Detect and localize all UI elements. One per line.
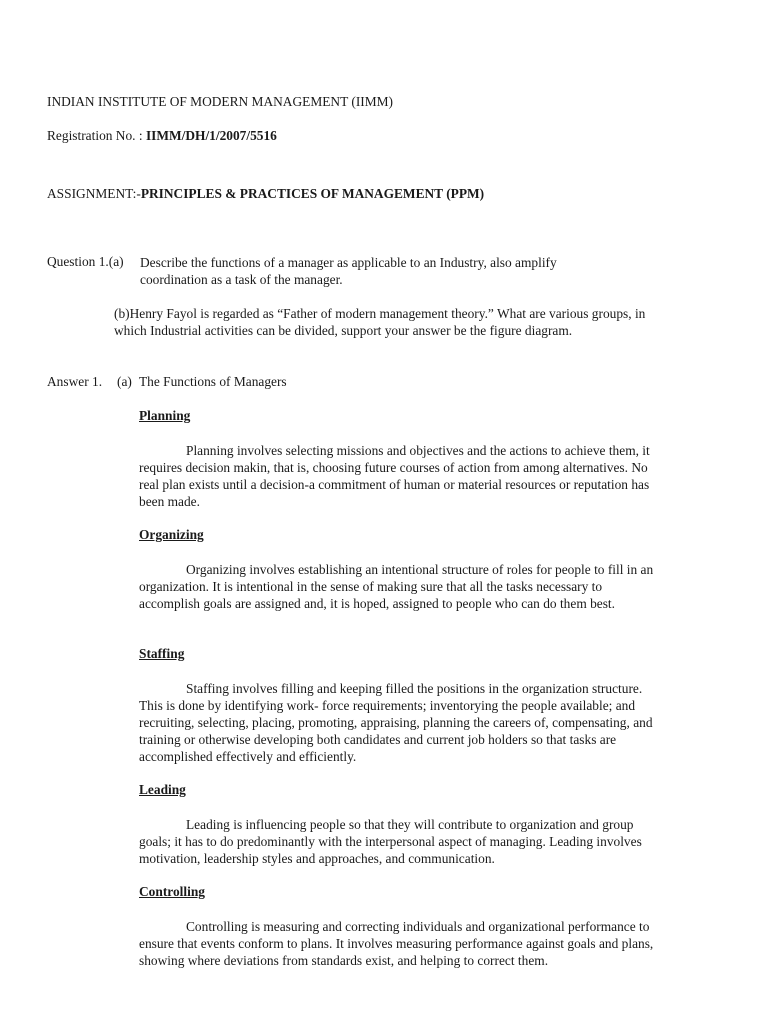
- section-text-planning: Planning involves selecting missions and objectives and the actions to achieve them, it requires decision makin, that is, choosing future courses of action from among alternatives. No real plan exists until a decision-a commitment of human or material resources or reputation has been made.: [139, 443, 650, 509]
- section-text-staffing: Staffing involves filling and keeping filled the positions in the organization structure. This is done by identifying work- force requirements; inventorying the people available; and recruiting, selecting, placing, promoting, appraising, planning the careers of, compensating, and training or otherwise developing both candidates and current job holders so that tasks are accomplished effectively and efficiently.: [139, 681, 653, 764]
- registration-label: Registration No. :: [47, 128, 146, 143]
- section-heading-staffing: Staffing: [139, 646, 185, 661]
- section-text-organizing: Organizing involves establishing an intentional structure of roles for people to fill in an organization. It is intentional in the sense of making sure that all the tasks necessary to accomplish goals are assigned and, it is hoped, assigned to people who can do them best.: [139, 562, 654, 611]
- section-heading-controlling: Controlling: [139, 884, 205, 899]
- section-text-controlling: Controlling is measuring and correcting individuals and organizational performance to ensure that events conform to plans. It involves measuring performance against goals and plans, showing where deviations from standards exist, and helping to correct them.: [139, 919, 654, 968]
- assignment-line: [47, 186, 484, 202]
- answer-part: (a): [117, 374, 132, 389]
- institute-title: INDIAN INSTITUTE OF MODERN MANAGEMENT (IIMM): [47, 94, 394, 109]
- section-heading-organizing: Organizing: [139, 527, 204, 542]
- registration-line: [47, 128, 277, 144]
- question-label: Question 1.(a): [47, 254, 124, 269]
- section-heading-leading: Leading: [139, 782, 186, 797]
- assignment-title: PRINCIPLES & PRACTICES OF MANAGEMENT (PPM): [140, 186, 485, 201]
- assignment-label: ASSIGNMENT:-: [47, 186, 141, 201]
- question-part-b: (b)Henry Fayol is regarded as “Father of modern management theory.” What are various groups, in which Industrial activities can be divided, support your answer be the figure diagram.: [114, 306, 646, 338]
- answer-label: Answer 1.: [47, 374, 103, 389]
- answer-title: The Functions of Managers: [139, 374, 287, 389]
- section-heading-planning: Planning: [139, 408, 191, 423]
- question-part-a: Describe the functions of a manager as applicable to an Industry, also amplify coordination as a task of the manager.: [140, 255, 557, 287]
- section-text-leading: Leading is influencing people so that they will contribute to organization and group goals; it has to do predominantly with the interpersonal aspect of managing. Leading involves motivation, leadership styles and approaches, and communication.: [139, 817, 642, 866]
- registration-number: IIMM/DH/1/2007/5516: [145, 128, 277, 143]
